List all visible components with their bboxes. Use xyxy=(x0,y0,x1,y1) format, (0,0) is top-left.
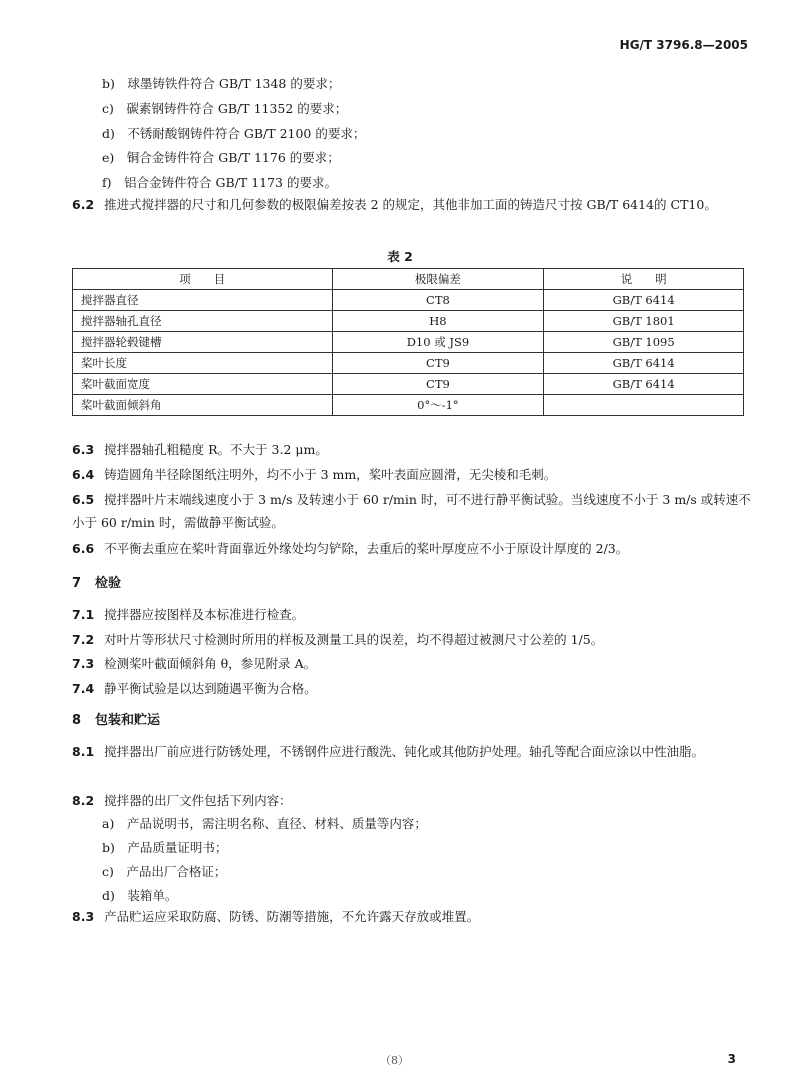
table-row: 桨叶截面倾斜角 0°～-1° xyxy=(73,395,744,416)
clause-6-6: 6.6 不平衡去重应在桨叶背面靠近外缘处均匀铲除，去重后的桨叶厚度应不小于原设计厚度的 2/3。 xyxy=(72,541,629,556)
table-row: 桨叶截面宽度 CT9 GB/T 6414 xyxy=(73,374,744,395)
table-header-row xyxy=(73,269,744,290)
tolerance-table xyxy=(72,268,744,416)
list-item: c) 碳素钢铸件符合 GB/T 11352 的要求； xyxy=(102,101,348,116)
footer-center: （8） xyxy=(380,1054,409,1067)
clause-8-3: 8.3 产品贮运应采取防腐、防锈、防潮等措施，不允许露天存放或堆置。 xyxy=(72,909,480,924)
clause-8-1: 8.1 搅拌器出厂前应进行防锈处理，不锈钢件应进行酸洗、钝化或其他防护处理。轴孔等配合面应涂以中性油脂。 xyxy=(72,744,705,759)
clause-6-5: 6.5 搅拌器叶片末端线速度小于 3 m/s 及转速小于 60 r/min 时，可不进行静平衡试验。当线速度不小于 3 m/s 或转速不小于 60 r/min 时，需做静平衡试验。 xyxy=(72,492,751,530)
clause-6-2: 6.2 推进式搅拌器的尺寸和几何参数的极限偏差按表 2 的规定，其他非加工面的铸造尺寸按 GB/T 6414的 CT10。 xyxy=(72,197,717,212)
list-item: b) 产品质量证明书； xyxy=(102,840,228,855)
section-8-title: 8 包装和贮运 xyxy=(72,713,161,728)
table-row: 桨叶长度 CT9 GB/T 6414 xyxy=(73,353,744,374)
list-item: d) 不锈耐酸钢铸件符合 GB/T 2100 的要求； xyxy=(102,126,366,141)
table-row: 搅拌器直径 CT8 GB/T 6414 xyxy=(73,290,744,311)
list-item: b) 球墨铸铁件符合 GB/T 1348 的要求； xyxy=(102,76,341,91)
list-item: a) 产品说明书，需注明名称、直径、材料、质量等内容； xyxy=(102,816,427,831)
standard-code: HG/T 3796.8—2005 xyxy=(619,38,748,52)
clause-7-4: 7.4 静平衡试验是以达到随遇平衡为合格。 xyxy=(72,681,317,696)
clause-7-3: 7.3 检测桨叶截面倾斜角 θ，参见附录 A。 xyxy=(72,656,317,671)
clause-6-3: 6.3 搅拌器轴孔粗糙度 R。不大于 3.2 μm。 xyxy=(72,442,328,457)
list-item: e) 铜合金铸件符合 GB/T 1176 的要求； xyxy=(102,150,340,165)
clause-7-1: 7.1 搅拌器应按图样及本标准进行检查。 xyxy=(72,607,305,622)
header-note: 说 明 xyxy=(544,269,744,290)
header-deviation: 极限偏差 xyxy=(332,269,544,290)
list-item: d) 装箱单。 xyxy=(102,888,178,903)
table-row: 搅拌器轮毂键槽 D10 或 JS9 GB/T 1095 xyxy=(73,332,744,353)
table-row: 搅拌器轴孔直径 H8 GB/T 1801 xyxy=(73,311,744,332)
header-item: 项 目 xyxy=(73,269,333,290)
table-caption: 表 2 xyxy=(387,249,413,264)
clause-8-2: 8.2 搅拌器的出厂文件包括下列内容： xyxy=(72,793,292,808)
clause-6-4: 6.4 铸造圆角半径除图纸注明外，均不小于 3 mm，桨叶表面应圆滑，无尖棱和毛刺。 xyxy=(72,467,557,482)
list-item: c) 产品出厂合格证； xyxy=(102,864,227,879)
clause-7-2: 7.2 对叶片等形状尺寸检测时所用的样板及测量工具的误差，均不得超过被测尺寸公差的 1/5。 xyxy=(72,632,604,647)
list-item: f) 铝合金铸件符合 GB/T 1173 的要求。 xyxy=(102,175,337,190)
section-7-title: 7 检验 xyxy=(72,576,122,591)
page-number: 3 xyxy=(727,1052,736,1066)
